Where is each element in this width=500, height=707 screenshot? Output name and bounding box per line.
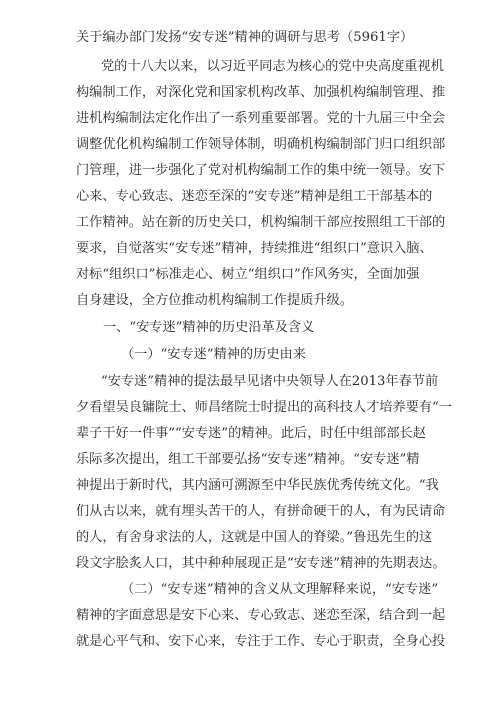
- body-line: 门管理，进一步强化了党对机构编制工作的集中统一领导。安下: [76, 163, 446, 178]
- body-line: 就是心平气和、安下心来，专注于工作、专心于职责，全身心投: [76, 634, 446, 649]
- subsection-heading: （一）“安专迷”精神的历史由来: [121, 347, 306, 362]
- body-line: 党的十八大以来，以习近平同志为核心的党中央高度重视机: [101, 59, 444, 74]
- document-title: 关于编办部门发扬“安专迷”精神的调研与思考（5961字）: [76, 30, 414, 45]
- body-line: 神提出于新时代，其内涵可溯源至中华民族优秀传统文化。“我: [76, 478, 439, 493]
- body-line: 段文字脍炙人口，其中种种展现正是“安专迷”精神的先期表达。: [76, 556, 446, 571]
- body-line: “安专迷”精神的提法最早见诸中央领导人在2013年春节前: [101, 374, 439, 389]
- body-line: 对标“组织口”标准走心、树立“组织口”作风务实，全面加强: [76, 267, 420, 282]
- body-line: 夕看望吴良镛院士、师昌绪院士时提出的高科技人才培养要有“一: [76, 400, 452, 415]
- body-line: 要求，自觉落实“安专迷”精神，持续推进“组织口”意识入脑、: [76, 241, 433, 256]
- body-line: 的人，有舍身求法的人，这就是中国人的脊梁。”鲁迅先生的这: [76, 530, 433, 545]
- body-line: 工作精神。站在新的历史关口，机构编制干部应按照组工干部的: [76, 215, 446, 230]
- body-line: 精神的字面意思是安下心来、专心致志、迷恋至深，结合到一起: [76, 608, 446, 623]
- body-line: 心来、专心致志、迷恋至深的“安专迷”精神是组工干部基本的: [76, 189, 433, 204]
- body-line: 乐际多次提出，组工干部要弘扬“安专迷”精神。“安专迷”精: [76, 452, 420, 467]
- body-line: 调整优化机构编制工作领导体制，明确机构编制部门归口组织部: [76, 137, 446, 152]
- body-line: 们从古以来，就有埋头苦干的人，有拼命硬干的人，有为民请命: [76, 504, 446, 519]
- subsection-heading: （二）“安专迷”精神的含义从文理解释来说，“安专迷”: [121, 582, 439, 597]
- body-line: 构编制工作，对深化党和国家机构改革、加强机构编制管理、推: [76, 85, 446, 100]
- body-line: 自身建设，全方位推动机构编制工作提质升级。: [76, 293, 353, 308]
- body-line: 进机构编制法定化作出了一系列重要部署。党的十九届三中全会: [76, 111, 446, 126]
- body-line: 辈子干好一件事”“安专迷”的精神。此后，时任中组部部长赵: [76, 426, 426, 441]
- section-heading: 一、“安专迷”精神的历史沿革及含义: [103, 320, 315, 335]
